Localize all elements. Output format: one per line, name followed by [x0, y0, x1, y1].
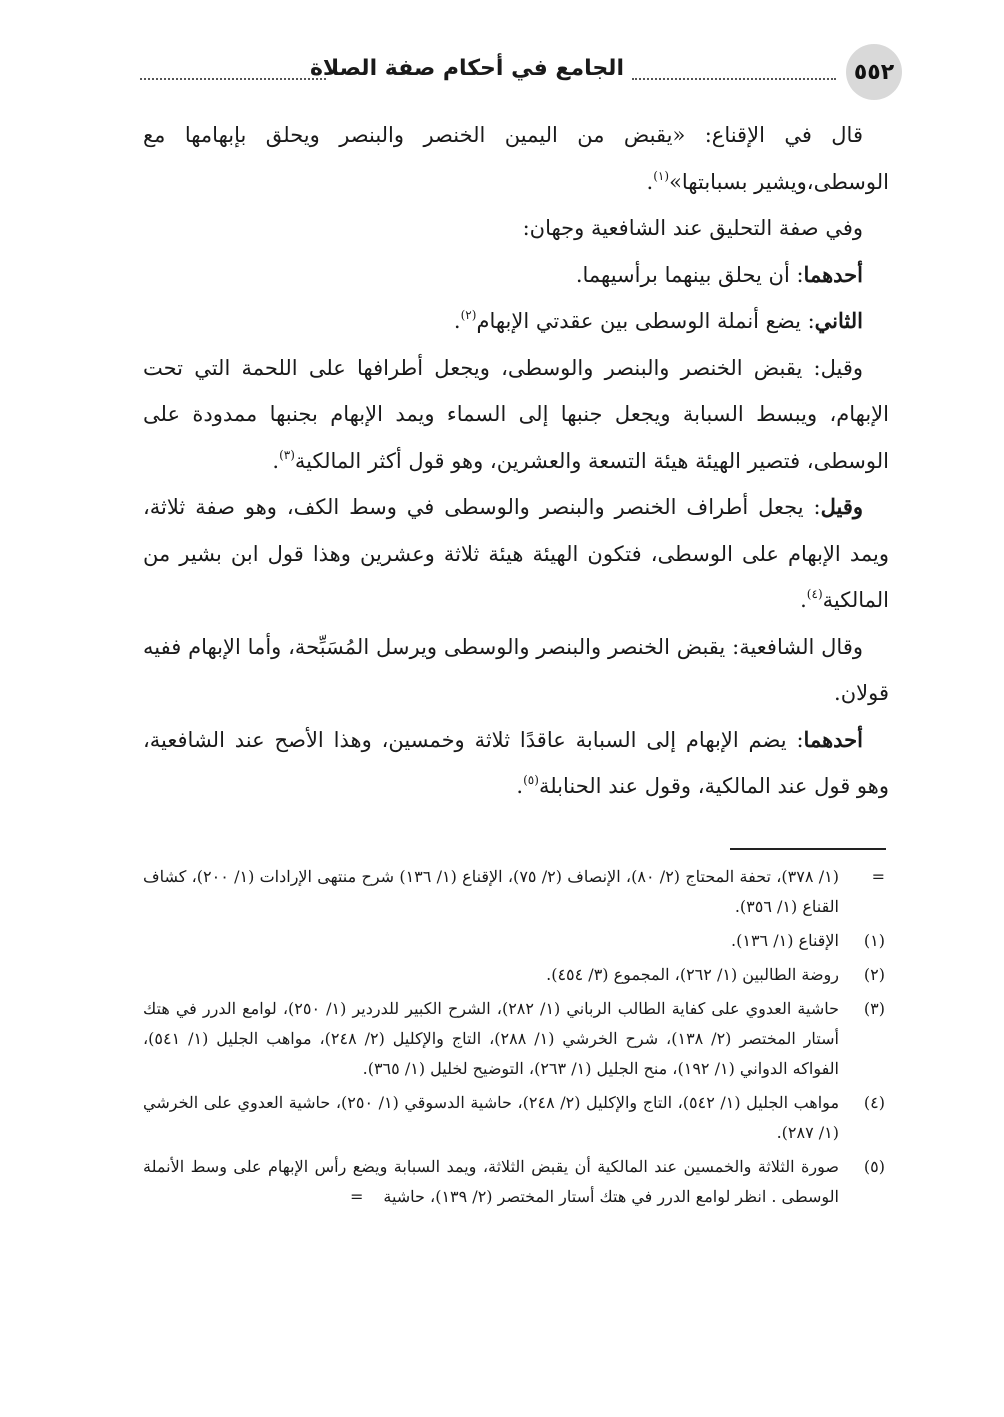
footnote-continuation [143, 862, 889, 922]
footnotes [143, 862, 889, 1216]
paragraph: أحدهما: أن يحلق بينهما برأسيهما. [575, 261, 863, 287]
paragraph: أحدهما: يضم الإبهام إلى السبابة عاقدًا ثلاثة وخمسين، وهذا الأصح عند الشافعية، وهو قول عند المالكية، وقول عند الحنابلة$^{(٥)}$. [143, 726, 889, 798]
footnote-text: الإقناع (١/ ١٣٦). [731, 931, 839, 950]
paragraph: قال في الإقناع: «يقبض من اليمين الخنصر والبنصر ويحلق بإبهامها مع الوسطى،ويشير بسبابتها»$^{(١)}$. [143, 123, 889, 194]
footnote-item [143, 960, 889, 990]
paragraph: وقيل: يجعل أطراف الخنصر والبنصر والوسطى في وسط الكف، وهو صفة ثلاثة، ويمد الإبهام على الوسطى، فتكون الهيئة هيئة ثلاثة وعشرين وهذا قول ابن بشير من المالكية$^{(٤)}$. [143, 494, 889, 612]
footnote-number: (٤) [863, 1093, 885, 1112]
footnote-number: (٣) [863, 999, 885, 1018]
paragraph: وقيل: يقبض الخنصر والبنصر والوسطى، ويجعل أطرافها على اللحمة التي تحت الإبهام، ويبسط السبابة ويجعل جنبها إلى السماء ويمد الإبهام بجنبها ممدودة على الوسطى، فتصير الهيئة هيئة التسعة والعشرين، وهو قول أكثر المالكية$^{(٣)}$. [143, 355, 889, 473]
page-number-badge: ٥٥٢ [846, 44, 902, 100]
paragraph: وقال الشافعية: يقبض الخنصر والبنصر والوسطى ويرسل المُسَبِّحة، وأما الإبهام ففيه قولان. [143, 634, 889, 705]
footnote-item [143, 994, 889, 1084]
footnote-ref[interactable]: (٥) [523, 773, 539, 787]
footnote-number: = [871, 867, 885, 886]
continuation-mark: = [349, 1187, 364, 1206]
footnote-text: صورة الثلاثة والخمسين عند المالكية أن يقبض الثلاثة، ويمد السبابة ويضع رأس الإبهام على وسط الأنملة الوسطى . انظر لوامع الدرر في هتك أستار المختصر (٢/ ١٣٩)، حاشية= [143, 1157, 839, 1206]
header-dot-leader-left [140, 78, 326, 80]
footnote-text: حاشية العدوي على كفاية الطالب الرباني (١/ ٢٨٢)، الشرح الكبير للدردير (١/ ٢٥٠)، لوامع الدرر في هتك أستار المختصر (٢/ ١٣٨)، شرح الخرشي (١/ ٢٨٨)، التاج والإكليل (٢/ ٢٤٨)، مواهب الجليل (١/ ٥٤١)، الفواكه الدواني (١/ ١٩٢)، منح الجليل (١/ ٢٦٣)، التوضيح لخليل (١/ ٣٦٥). [143, 999, 839, 1078]
paragraph: وفي صفة التحليق عند الشافعية وجهان: [522, 216, 863, 240]
footnote-text: (١/ ٣٧٨)، تحفة المحتاج (٢/ ٨٠)، الإنصاف (٢/ ٧٥)، الإقناع (١/ ١٣٦) شرح منتهى الإرادات (١/ ٢٠٠)، كشاف القناع (١/ ٣٥٦). [143, 867, 839, 916]
footnote-item [143, 926, 889, 956]
footnote-item [143, 1088, 889, 1148]
paragraph: الثاني: يضع أنملة الوسطى بين عقدتي الإبهام$^{(٢)}$. [453, 308, 863, 333]
footnote-item [143, 1152, 889, 1212]
footnote-number: (٥) [863, 1157, 885, 1176]
header-dot-leader-right [632, 78, 836, 80]
footnote-text: مواهب الجليل (١/ ٥٤٢)، التاج والإكليل (٢/ ٢٤٨)، حاشية الدسوقي (١/ ٢٥٠)، حاشية العدوي على الخرشي (١/ ٢٨٧). [143, 1093, 840, 1142]
bold-label: أحدهما [803, 726, 863, 752]
footnote-text: روضة الطالبين (١/ ٢٦٢)، المجموع (٣/ ٤٥٤). [546, 965, 839, 984]
footnote-ref[interactable]: (٣) [279, 447, 295, 462]
bold-label: الثاني [814, 308, 863, 333]
running-header [143, 42, 895, 98]
bold-label: وقيل [820, 494, 863, 519]
footnote-ref[interactable]: (٤) [806, 587, 823, 601]
footnote-ref[interactable]: (٢) [460, 308, 477, 322]
book-title: الجامع في أحكام صفة الصلاة [309, 56, 624, 81]
bold-label: أحدهما [803, 261, 863, 287]
footnote-number: (١) [863, 931, 885, 950]
footnote-number: (٢) [863, 965, 885, 984]
main-text [143, 112, 889, 810]
footnote-ref[interactable]: (١) [653, 168, 670, 183]
footnote-separator [730, 848, 886, 850]
